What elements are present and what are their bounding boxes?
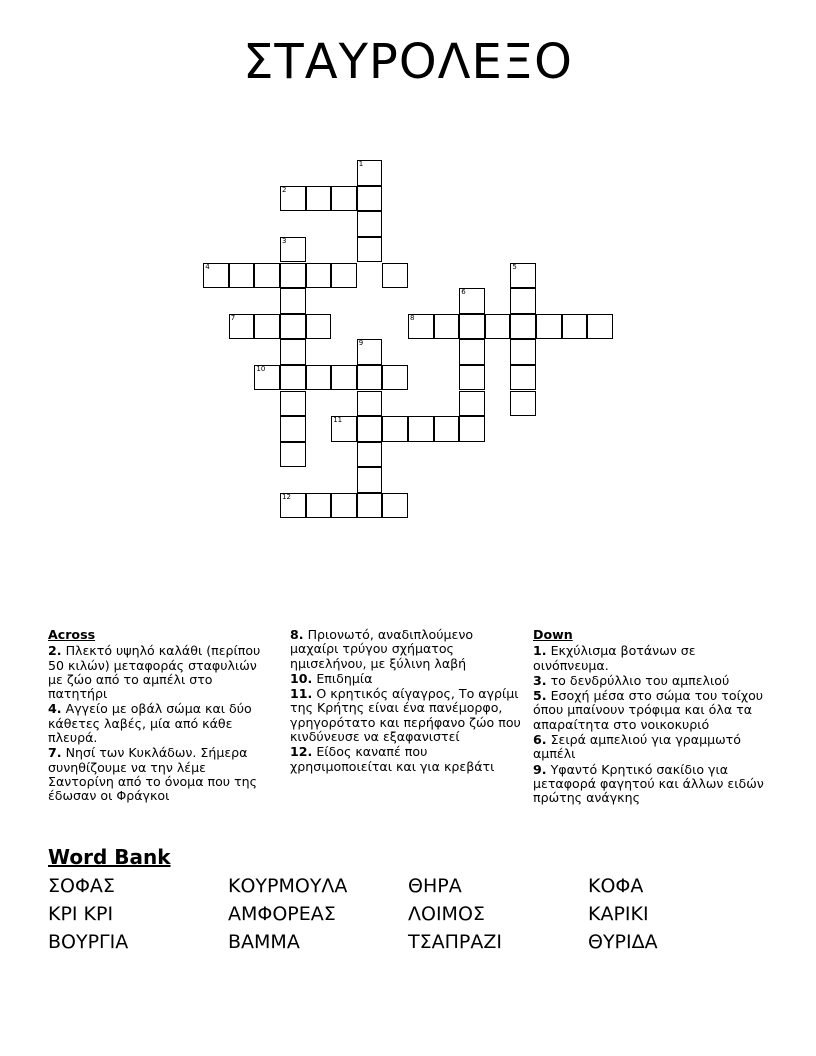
clue-across-8: 8. Πριονωτό, αναδιπλούμενο μαχαίρι τρύγου σχήματος ημισελήνου, με ξύλινη λαβή [290, 627, 474, 671]
clue-number: 12 [282, 492, 291, 501]
crossword-cell[interactable] [229, 263, 255, 289]
crossword-cell[interactable] [510, 339, 536, 365]
crossword-cell[interactable] [382, 493, 408, 519]
word-bank-word: ΘΥΡΙΔΑ [588, 931, 658, 953]
crossword-cell[interactable] [459, 288, 485, 314]
clue-number: 2 [282, 185, 287, 194]
clue-down-5: 5. Εσοχή μέσα στο σώμα του τοίχου όπου μπαίνουν τρόφιμα και όλα τα απαραίτητα στο νοικοκυριό [533, 688, 764, 732]
word-bank-word: ΑΜΦΟΡΕΑΣ [228, 903, 336, 925]
crossword-cell[interactable] [510, 314, 536, 340]
crossword-cell[interactable] [434, 314, 460, 340]
crossword-cell[interactable] [280, 339, 306, 365]
crossword-cell[interactable] [382, 416, 408, 442]
crossword-cell[interactable] [331, 416, 357, 442]
word-bank-word: ΛΟΙΜΟΣ [408, 903, 485, 925]
crossword-cell[interactable] [459, 365, 485, 391]
word-bank-word: ΚΑΡΙΚΙ [588, 903, 649, 925]
crossword-cell[interactable] [306, 263, 332, 289]
crossword-cell[interactable] [331, 186, 357, 212]
crossword-cell[interactable] [254, 314, 280, 340]
page-title: ΣΤΑΥΡΟΛΕΞΟ [243, 34, 573, 90]
crossword-cell[interactable] [280, 442, 306, 468]
crossword-cell[interactable] [280, 263, 306, 289]
crossword-cell[interactable] [280, 365, 306, 391]
clue-down-1: 1. Εκχύλισμα βοτάνων σε οινόπνευμα. [533, 643, 696, 673]
clue-number: 6 [461, 288, 466, 297]
crossword-cell[interactable] [357, 365, 383, 391]
across-clues-col-2 [290, 628, 522, 775]
clue-number: 1 [358, 160, 364, 169]
clue-number: 8 [410, 313, 415, 322]
crossword-cell[interactable] [408, 416, 434, 442]
crossword-cell[interactable] [357, 237, 383, 263]
crossword-cell[interactable] [357, 467, 383, 493]
clue-across-12: 12. Είδος καναπέ που χρησιμοποιείται και για κρεβάτι [290, 744, 495, 774]
clue-down-3: 3. το δενδρύλλιο του αμπελιού [533, 672, 730, 688]
crossword-cell[interactable] [357, 160, 383, 186]
crossword-cell[interactable] [331, 365, 357, 391]
crossword-cell[interactable] [408, 314, 434, 340]
crossword-cell[interactable] [280, 493, 306, 519]
down-clues-col [533, 628, 773, 807]
crossword-cell[interactable] [280, 391, 306, 417]
clue-number: 7 [230, 313, 236, 322]
crossword-cell[interactable] [357, 186, 383, 212]
crossword-cell[interactable] [357, 416, 383, 442]
crossword-cell[interactable] [357, 442, 383, 468]
crossword-cell[interactable] [306, 314, 332, 340]
crossword-cell[interactable] [536, 314, 562, 340]
crossword-cell[interactable] [280, 314, 306, 340]
word-bank-word: ΤΣΑΠΡΑΖΙ [408, 931, 502, 953]
crossword-cell[interactable] [331, 493, 357, 519]
crossword-cell[interactable] [562, 314, 588, 340]
crossword-cell[interactable] [306, 186, 332, 212]
word-bank-word: ΒΟΥΡΓΙΑ [48, 931, 129, 953]
word-bank-title: Word Bank [48, 845, 171, 869]
crossword-cell[interactable] [510, 365, 536, 391]
crossword-cell[interactable] [510, 263, 536, 289]
crossword-cell[interactable] [254, 365, 280, 391]
across-clues-col-1 [48, 628, 268, 805]
clue-number: 9 [358, 339, 364, 348]
crossword-cell[interactable] [229, 314, 255, 340]
clue-down-6: 6. Σειρά αμπελιού για γραμμωτό αμπέλι [533, 732, 741, 762]
crossword-cell[interactable] [331, 263, 357, 289]
clue-number: 10 [256, 364, 266, 373]
crossword-cell[interactable] [306, 365, 332, 391]
crossword-cell[interactable] [280, 186, 306, 212]
clue-across-4: 4. Αγγείο με οβάλ σώμα και δύο κάθετες λαβές, μία από κάθε πλευρά. [48, 701, 252, 746]
crossword-cell[interactable] [459, 339, 485, 365]
crossword-cell[interactable] [459, 391, 485, 417]
clue-number: 11 [333, 416, 343, 425]
word-bank-word: ΒΑΜΜΑ [228, 931, 300, 953]
clue-across-7: 7. Νησί των Κυκλάδων. Σήμερα συνηθίζουμε να την λέμε Σαντορίνη από το όνομα που της έδωσαν οι Φράγκοι [48, 745, 258, 804]
crossword-cell[interactable] [434, 416, 460, 442]
clue-number: 3 [282, 236, 287, 245]
crossword-cell[interactable] [254, 263, 280, 289]
crossword-cell[interactable] [280, 237, 306, 263]
word-bank-word: ΣΟΦΑΣ [48, 875, 115, 897]
crossword-cell[interactable] [306, 493, 332, 519]
clue-across-10: 10. Επιδημία [290, 670, 373, 686]
clue-number: 5 [512, 262, 517, 271]
crossword-cell[interactable] [357, 493, 383, 519]
down-header: Down [533, 627, 573, 642]
word-bank-word: ΚΟΥΡΜΟΥΛΑ [228, 875, 348, 897]
clue-across-2: 2. Πλεκτό υψηλό καλάθι (περίπου 50 κιλών) μεταφοράς σταφυλιών με ζώο από το αμπέλι στο πατητήρι [48, 643, 261, 702]
clue-number: 4 [205, 262, 210, 271]
crossword-cell[interactable] [357, 211, 383, 237]
clue-down-9: 9. Υφαντό Κρητικό σακίδιο για μεταφορά φαγητού και άλλων ειδών πρώτης ανάγκης [533, 761, 764, 806]
crossword-cell[interactable] [382, 365, 408, 391]
crossword-cell[interactable] [587, 314, 613, 340]
crossword-cell[interactable] [357, 339, 383, 365]
word-bank-word: ΘΗΡΑ [408, 875, 462, 897]
crossword-cell[interactable] [485, 314, 511, 340]
crossword-cell[interactable] [510, 391, 536, 417]
word-bank-word: ΚΟΦΑ [588, 875, 644, 897]
crossword-cell[interactable] [280, 288, 306, 314]
crossword-cell[interactable] [203, 263, 229, 289]
clue-across-11: 11. Ο κρητικός αίγαγρος, Το αγρίμι της Κρήτης είναι ένα πανέμορφο, γρηγορότατο και περήφανο ζώο που κινδύνευσε να εξαφανιστεί [290, 686, 521, 745]
crossword-cell[interactable] [459, 314, 485, 340]
crossword-cell[interactable] [357, 391, 383, 417]
word-bank-word: ΚΡΙ ΚΡΙ [48, 903, 114, 925]
crossword-cell[interactable] [459, 416, 485, 442]
crossword-cell[interactable] [280, 416, 306, 442]
across-header: Across [48, 627, 96, 642]
crossword-cell[interactable] [382, 263, 408, 289]
crossword-cell[interactable] [510, 288, 536, 314]
